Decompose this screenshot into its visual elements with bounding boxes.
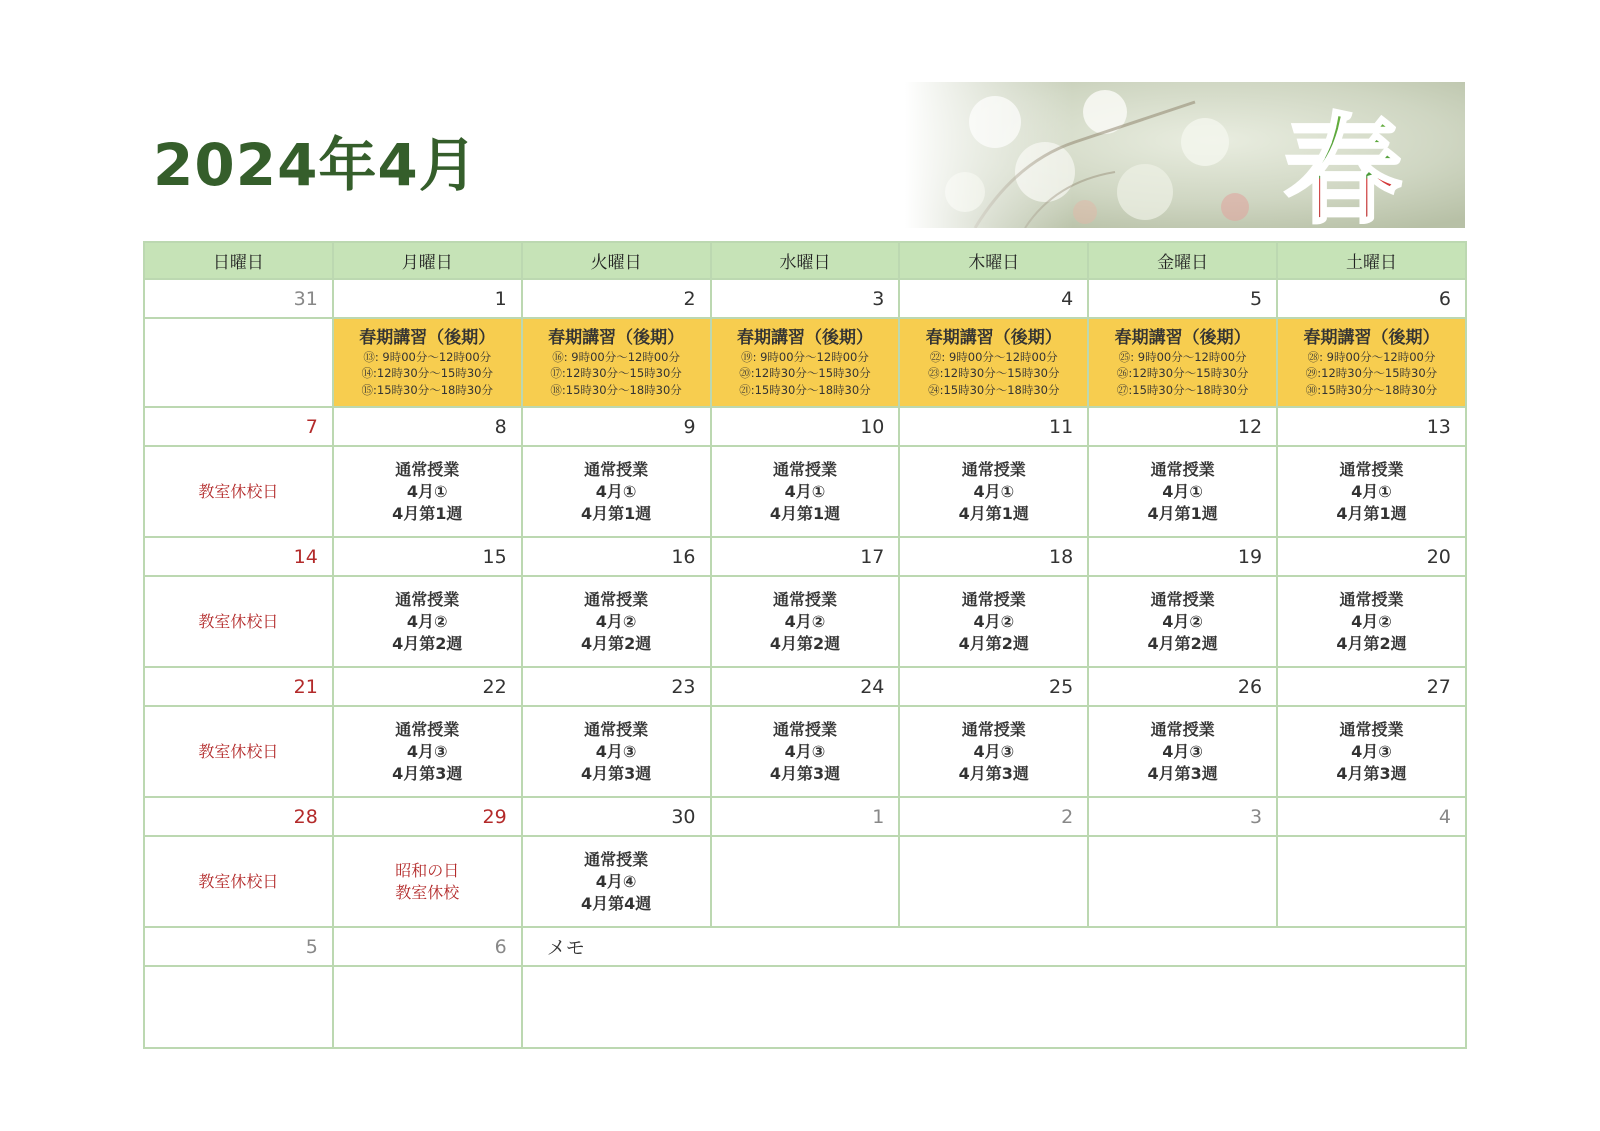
class-note: 通常授業 xyxy=(395,719,460,739)
regular-class-cell xyxy=(522,446,711,537)
class-note: 通常授業 xyxy=(584,719,649,739)
event-row xyxy=(144,966,1466,1048)
class-note: 4月第3週 xyxy=(1147,763,1218,783)
closed-note: 教室休校日 xyxy=(198,481,279,501)
regular-class-cell xyxy=(899,446,1088,537)
date-number: 1 xyxy=(711,797,900,836)
weekday-tuesday: 火曜日 xyxy=(522,242,711,279)
date-number: 14 xyxy=(144,537,333,576)
spring-course-title: 春期講習（後期） xyxy=(925,327,1062,348)
empty-day-cell xyxy=(144,966,333,1048)
regular-class-cell xyxy=(333,446,522,537)
event-row xyxy=(144,446,1466,537)
class-note: 通常授業 xyxy=(1339,459,1404,479)
spring-course-title: 春期講習（後期） xyxy=(1303,327,1440,348)
class-note: 4月④ xyxy=(595,871,637,891)
regular-class-cell xyxy=(899,576,1088,667)
regular-class-cell xyxy=(522,706,711,797)
regular-class-cell xyxy=(1088,706,1277,797)
class-note: 4月② xyxy=(595,611,637,631)
closed-note: 教室休校日 xyxy=(198,611,279,631)
spring-course-time: ㉗:15時30分～18時30分 xyxy=(1116,382,1249,397)
regular-class-cell xyxy=(711,446,900,537)
class-note: 通常授業 xyxy=(584,589,649,609)
class-note: 通常授業 xyxy=(1339,719,1404,739)
class-note: 通常授業 xyxy=(1150,589,1215,609)
calendar-table xyxy=(143,241,1467,1049)
spring-course-title: 春期講習（後期） xyxy=(359,327,496,348)
date-number: 15 xyxy=(333,537,522,576)
weekday-sunday: 日曜日 xyxy=(144,242,333,279)
class-note: 4月① xyxy=(784,481,826,501)
date-row xyxy=(144,927,1466,966)
date-number: 4 xyxy=(899,279,1088,318)
class-note: 4月第1週 xyxy=(1336,503,1407,523)
regular-class-cell xyxy=(899,706,1088,797)
spring-course-time: ㉙:12時30分～15時30分 xyxy=(1305,366,1438,381)
closed-day-cell xyxy=(144,836,333,927)
spring-course-title: 春期講習（後期） xyxy=(736,327,873,348)
date-number: 10 xyxy=(711,407,900,446)
date-number: 16 xyxy=(522,537,711,576)
spring-course-time: ⑲: 9時00分～12時00分 xyxy=(741,349,869,364)
date-number: 21 xyxy=(144,667,333,706)
date-number: 5 xyxy=(144,927,333,966)
closed-note: 教室休校日 xyxy=(198,741,279,761)
date-number: 24 xyxy=(711,667,900,706)
date-number: 23 xyxy=(522,667,711,706)
class-note: 4月第2週 xyxy=(958,633,1029,653)
spring-course-time: ⑯: 9時00分～12時00分 xyxy=(552,349,680,364)
class-note: 4月② xyxy=(406,611,448,631)
spring-course-cell xyxy=(333,318,522,407)
closed-day-cell xyxy=(144,706,333,797)
date-number: 2 xyxy=(899,797,1088,836)
spring-course-time: ⑮:15時30分～18時30分 xyxy=(361,382,493,397)
class-note: 4月③ xyxy=(973,741,1015,761)
class-note: 4月第1週 xyxy=(392,503,463,523)
regular-class-cell xyxy=(333,706,522,797)
class-note: 4月① xyxy=(1162,481,1203,501)
date-row xyxy=(144,667,1466,706)
spring-course-time: ⑱:15時30分～18時30分 xyxy=(550,382,682,397)
regular-class-cell xyxy=(522,836,711,927)
spring-course-time: ㉖:12時30分～15時30分 xyxy=(1116,366,1249,381)
regular-class-cell xyxy=(1277,576,1466,667)
class-note: 通常授業 xyxy=(772,459,837,479)
class-note: 通常授業 xyxy=(961,459,1026,479)
spring-course-time: ㉓:12時30分～15時30分 xyxy=(928,366,1060,381)
class-note: 4月① xyxy=(406,481,448,501)
spring-course-cell xyxy=(711,318,900,407)
class-note: 通常授業 xyxy=(1150,719,1215,739)
spring-course-cell xyxy=(522,318,711,407)
spring-course-time: ㉘: 9時00分～12時00分 xyxy=(1307,349,1436,364)
date-number: 12 xyxy=(1088,407,1277,446)
regular-class-cell xyxy=(711,706,900,797)
class-note: 4月① xyxy=(1351,481,1392,501)
memo-label: メモ xyxy=(522,927,1466,966)
date-row xyxy=(144,279,1466,318)
spring-course-time: ⑭:12時30分～15時30分 xyxy=(361,366,493,381)
spring-course-time: ⑰:12時30分～15時30分 xyxy=(550,366,682,381)
empty-day-cell xyxy=(899,836,1088,927)
regular-class-cell xyxy=(1088,446,1277,537)
date-number: 26 xyxy=(1088,667,1277,706)
class-note: 通常授業 xyxy=(772,719,837,739)
class-note: 4月第2週 xyxy=(769,633,841,653)
date-number: 13 xyxy=(1277,407,1466,446)
regular-class-cell xyxy=(711,576,900,667)
weekday-saturday: 土曜日 xyxy=(1277,242,1466,279)
class-note: 4月第1週 xyxy=(769,503,841,523)
date-number: 9 xyxy=(522,407,711,446)
date-number: 3 xyxy=(1088,797,1277,836)
regular-class-cell xyxy=(333,576,522,667)
closed-day-cell xyxy=(144,576,333,667)
closed-day-cell xyxy=(333,836,522,927)
date-number: 17 xyxy=(711,537,900,576)
date-number: 2 xyxy=(522,279,711,318)
class-note: 4月③ xyxy=(595,741,637,761)
spring-course-time: ⑬: 9時00分～12時00分 xyxy=(363,349,492,364)
date-number: 1 xyxy=(333,279,522,318)
svg-text:春: 春 xyxy=(1283,102,1403,228)
date-number: 3 xyxy=(711,279,900,318)
class-note: 通常授業 xyxy=(584,459,649,479)
date-number: 20 xyxy=(1277,537,1466,576)
memo-area[interactable] xyxy=(522,966,1466,1048)
empty-day-cell xyxy=(711,836,900,927)
event-row xyxy=(144,318,1466,407)
class-note: 4月③ xyxy=(1162,741,1203,761)
event-row xyxy=(144,706,1466,797)
closed-note: 教室休校日 xyxy=(198,871,279,891)
empty-day-cell xyxy=(1277,836,1466,927)
spring-course-cell xyxy=(899,318,1088,407)
weekday-header-row xyxy=(144,242,1466,279)
date-number: 7 xyxy=(144,407,333,446)
regular-class-cell xyxy=(1277,706,1466,797)
class-note: 通常授業 xyxy=(1150,459,1215,479)
date-row xyxy=(144,537,1466,576)
date-number: 19 xyxy=(1088,537,1277,576)
class-note: 4月③ xyxy=(1351,741,1392,761)
date-number: 4 xyxy=(1277,797,1466,836)
class-note: 4月第3週 xyxy=(392,763,463,783)
class-note: 4月① xyxy=(595,481,637,501)
class-note: 4月② xyxy=(1351,611,1392,631)
class-note: 4月第1週 xyxy=(580,503,652,523)
class-note: 4月③ xyxy=(784,741,826,761)
spring-course-time: ㉚:15時30分～18時30分 xyxy=(1305,382,1438,397)
class-note: 4月第2週 xyxy=(1336,633,1407,653)
class-note: 4月第1週 xyxy=(958,503,1029,523)
spring-banner-image xyxy=(905,82,1465,228)
spring-course-title: 春期講習（後期） xyxy=(1114,327,1251,348)
date-number: 6 xyxy=(1277,279,1466,318)
weekday-wednesday: 水曜日 xyxy=(711,242,900,279)
class-note: 4月第3週 xyxy=(580,763,652,783)
spring-course-time: ⑳:12時30分～15時30分 xyxy=(739,366,871,381)
date-number: 11 xyxy=(899,407,1088,446)
class-note: 通常授業 xyxy=(395,589,460,609)
empty-day-cell xyxy=(1088,836,1277,927)
class-note: 4月② xyxy=(784,611,826,631)
closed-day-cell xyxy=(144,446,333,537)
date-number: 28 xyxy=(144,797,333,836)
closed-note: 教室休校 xyxy=(395,882,460,902)
class-note: 通常授業 xyxy=(961,719,1026,739)
date-number: 6 xyxy=(333,927,522,966)
date-number: 31 xyxy=(144,279,333,318)
empty-day-cell xyxy=(333,966,522,1048)
class-note: 4月① xyxy=(973,481,1015,501)
weekday-monday: 月曜日 xyxy=(333,242,522,279)
page-title: 2024年4月 xyxy=(153,131,478,199)
class-note: 4月第2週 xyxy=(392,633,463,653)
date-number: 25 xyxy=(899,667,1088,706)
spring-kanji-icon xyxy=(1284,102,1402,228)
event-row xyxy=(144,576,1466,667)
regular-class-cell xyxy=(522,576,711,667)
spring-course-cell xyxy=(1088,318,1277,407)
class-note: 4月第4週 xyxy=(580,893,652,913)
spring-course-time: ㉔:15時30分～18時30分 xyxy=(928,382,1060,397)
spring-course-time: ㉑:15時30分～18時30分 xyxy=(739,382,871,397)
class-note: 通常授業 xyxy=(772,589,837,609)
weekday-friday: 金曜日 xyxy=(1088,242,1277,279)
class-note: 4月第2週 xyxy=(1147,633,1218,653)
class-note: 4月第2週 xyxy=(580,633,652,653)
date-row xyxy=(144,407,1466,446)
class-note: 4月③ xyxy=(406,741,448,761)
spring-course-time: ㉒: 9時00分～12時00分 xyxy=(929,349,1058,364)
class-note: 4月第3週 xyxy=(769,763,841,783)
empty-day-cell xyxy=(144,318,333,407)
regular-class-cell xyxy=(1088,576,1277,667)
date-number: 5 xyxy=(1088,279,1277,318)
class-note: 4月第1週 xyxy=(1147,503,1218,523)
date-number: 30 xyxy=(522,797,711,836)
weekday-thursday: 木曜日 xyxy=(899,242,1088,279)
spring-course-title: 春期講習（後期） xyxy=(548,327,685,348)
closed-note: 昭和の日 xyxy=(395,860,460,880)
class-note: 通常授業 xyxy=(1339,589,1404,609)
spring-course-cell xyxy=(1277,318,1466,407)
class-note: 4月② xyxy=(1162,611,1203,631)
spring-course-time: ㉕: 9時00分～12時00分 xyxy=(1118,349,1247,364)
date-number: 8 xyxy=(333,407,522,446)
class-note: 通常授業 xyxy=(961,589,1026,609)
date-number: 27 xyxy=(1277,667,1466,706)
class-note: 4月第3週 xyxy=(1336,763,1407,783)
date-number: 29 xyxy=(333,797,522,836)
class-note: 通常授業 xyxy=(395,459,460,479)
regular-class-cell xyxy=(1277,446,1466,537)
event-row xyxy=(144,836,1466,927)
class-note: 4月第3週 xyxy=(958,763,1029,783)
date-number: 18 xyxy=(899,537,1088,576)
date-number: 22 xyxy=(333,667,522,706)
class-note: 4月② xyxy=(973,611,1015,631)
date-row xyxy=(144,797,1466,836)
class-note: 通常授業 xyxy=(584,849,649,869)
